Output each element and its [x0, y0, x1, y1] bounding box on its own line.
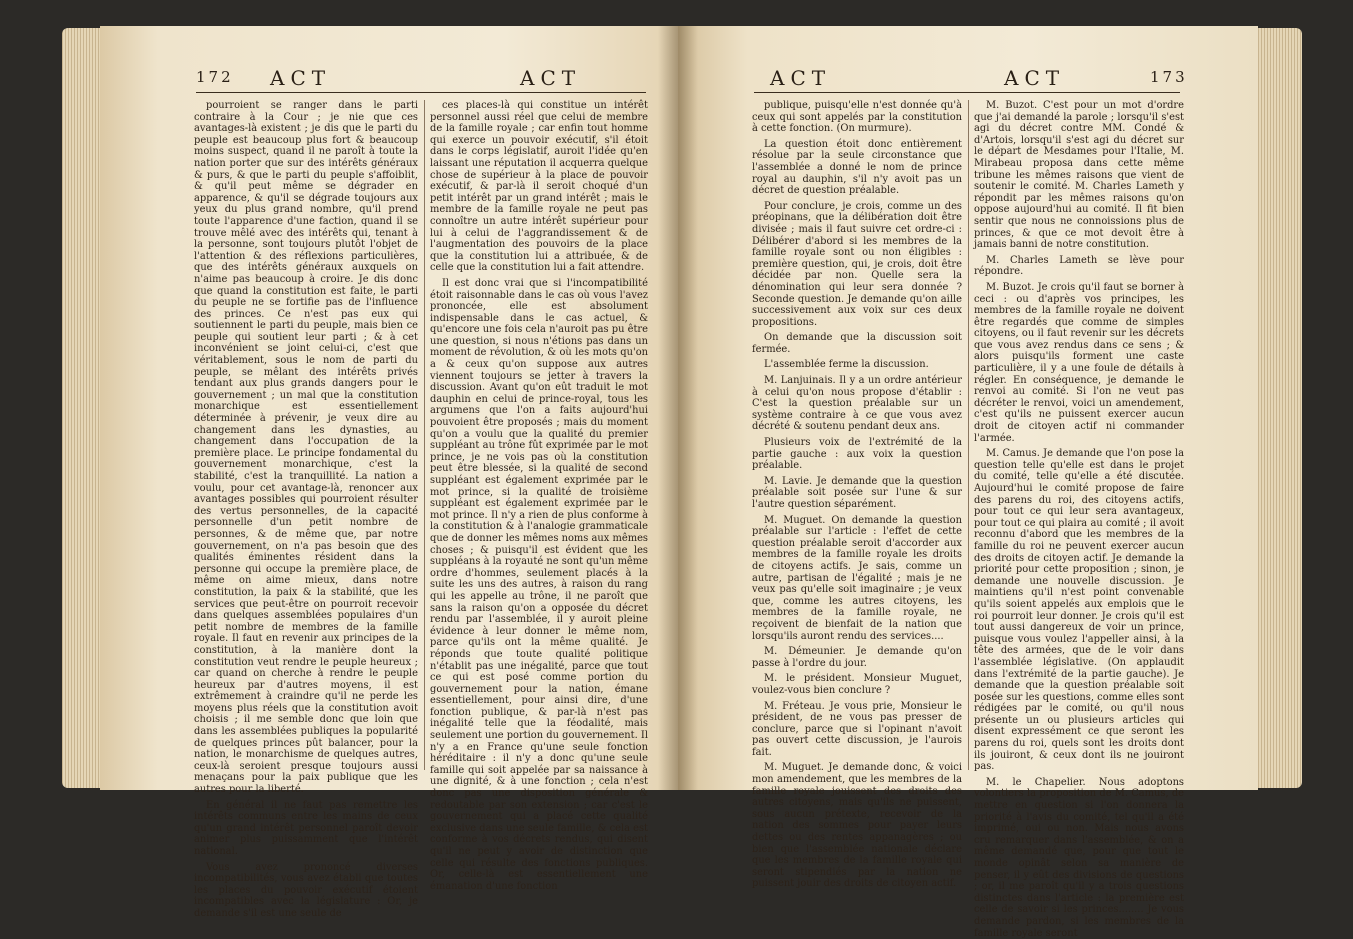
column-divider [424, 100, 425, 770]
paragraph: publique, puisqu'elle n'est donnée qu'à ceux qui sont appelés par la constitution à cette fonction. (On murmure). [752, 100, 962, 135]
paragraph: Pour conclure, je crois, comme un des préopinans, que la délibération doit être divisée ; mais il faut suivre cet ordre-ci : Délibérer d'abord si les membres de la famille royale sont ou non éligibles : première question, qui, je crois, doit être décidée par non. Quelle sera la dénomination qui leur sera donnée ? Seconde question. Je demande qu'on aille successivement aux voix sur ces deux propositions. [752, 200, 962, 328]
paragraph: M. Muguet. Je demande donc, & voici mon amendement, que les membres de la famille royale jouissent des droits des autres citoyens, mais qu'ils ne puissent, sous aucun prétexte, recevoir de la nation des sommes pour payer leurs dettes ou des rentes appanagères ; ou bien que l'assemblée nationale déclare que les membres de la famille royale qui seront stipendiés par la nation ne puissent jouir des droits de citoyen actif. [752, 762, 962, 890]
paragraph: M. Lanjuinais. Il y a un ordre antérieur à celui qu'on nous propose d'établir : C'est la question préalable sur un système contraire à ce que vous avez décrété & soutenu pendant deux ans. [752, 375, 962, 433]
text-column-left [752, 100, 962, 890]
column-divider [968, 100, 969, 770]
paragraph: M. Muguet. On demande la question préalable sur l'article : l'effet de cette question préalable seroit d'accorder aux membres de la famille royale les droits de citoyens actifs. Je sais, comme un autre, partisan de l'égalité ; mais je ne veux pas qu'elle soit imaginaire ; je veux que, comme les autres citoyens, les membres de la famille royale, ne reçoivent de bienfait de la nation que lorsqu'ils auront rendu des services.... [752, 514, 962, 642]
paragraph: M. Démeunier. Je demande qu'on passe à l'ordre du jour. [752, 646, 962, 669]
page-number: 172 [196, 68, 234, 86]
paragraph: M. le Chapelier. Nous adoptons volontiers la proposition de M. Camus, de mettre en question si l'on donnera la priorité à l'avis du comité, tel qu'il a été imprimé, oui ou non. Mais nous avons cru remarquer dans l'assemblée, & on a même demandé que, pour que tout le monde opinât selon sa manière de penser, il y eût des divisions de questions ; or, il me paroît qu'il y a trois questions distinctes dans l'article : la première est celle de savoir si les princes........ Je vous demande pardon, si les membres de la famille royale seront [974, 776, 1184, 939]
left-page-header [100, 68, 678, 90]
paragraph: La question étoit donc entièrement résolue par la seule circonstance que l'assemblée a donné le nom de prince royal au dauphin, s'il n'y avoit pas un décret de question préalable. [752, 138, 962, 197]
paragraph: M. Buzot. C'est pour un mot d'ordre que j'ai demandé la parole ; lorsqu'il s'est agi du décret contre MM. Condé & d'Artois, lorsqu'il s'est agi du décret sur le départ de Mesdames pour l'Italie, M. Mirabeau proposa dans cette même tribune les mêmes raisons que vient de soutenir le comité. M. Charles Lameth y répondit par les mêmes raisons qu'on oppose aujourd'hui au comité. Il fit bien sentir que nous ne connoissions plus de princes, & que ce mot devoit être à jamais banni de notre constitution. [974, 100, 1184, 251]
paragraph: Vous avez prononcé diverses incompatibilités, vous avez établi que toutes les places du pouvoir exécutif étoient incompatibles avec la législature : Or, je demande s'il est une seule de [194, 861, 418, 919]
page-edges-right [1256, 28, 1302, 788]
header-rule [196, 92, 646, 93]
open-book [62, 16, 1302, 939]
running-head: ACT [1004, 66, 1066, 90]
book-gutter [658, 26, 698, 790]
right-page [678, 26, 1258, 939]
paragraph: M. Charles Lameth se lève pour répondre. [974, 254, 1184, 278]
paragraph: ces places-là qui constitue un intérêt personnel aussi réel que celui de membre de la famille royale ; car enfin tout homme qui exerce un pouvoir exécutif, s'il étoit dans le corps législatif, auroit l'idée qu'en laissant une réputation il acquerra quelque chose de supérieur à la place de pouvoir exécutif, & par-là il seroit choqué d'un petit intérêt par un grand intérêt ; mais le membre de la famille royale ne peut pas connoître un autre intérêt supérieur pour lui à celui de l'aggrandissement & de l'augmentation des pouvoirs de la place que la constitution lui a attribuée, & de celle que la constitution lui a fait attendre. [430, 100, 648, 274]
text-column-right [974, 100, 1184, 939]
right-page-header [678, 68, 1258, 90]
paragraph: On demande que la discussion soit fermée. [752, 332, 962, 355]
paragraph: pourroient se ranger dans le parti contraire à la Cour ; je nie que ces avantages-là existent ; je dis que le parti du peuple est beaucoup plus fort & beaucoup moins suspect, quand il ne paroît à toute la nation porter que sur des intérêts généraux & purs, & que le parti du peuple s'affoiblit, & qu'il peut même se dégrader en apparence, & qu'il se dégrade toujours aux yeux du plus grand nombre, qu'il prend toute l'apparence d'une faction, quand il se trouve mêlé avec des intérêts qui, tenant à la personne, sont toujours plutôt l'objet de l'attention & des réflexions particulières, que des intérêts généraux auxquels on n'aime pas beaucoup à croire. Je dis donc que quand la constitution est faite, le parti du peuple ne se fortifie pas de l'influence des princes. Ce n'est pas eux qui soutiennent le parti du peuple, mais bien ce peuple qui soutient leur parti ; & à cet inconvénient se joint celui-ci, c'est que véritablement, sous le nom de parti du peuple, se mêlant des intérêts privés tendant aux plus grands dangers pour le gouvernement ; un mal que la constitution monarchique est essentiellement déterminée à prévenir, je veux dire au changement dans les dynasties, au changement dans l'occupation de la première place. Le principe fondamental du gouvernement monarchique, c'est la stabilité, c'est la tranquillité. La nation a voulu, pour cet avantage-là, renoncer aux avantages possibles qui pourroient résulter des vertus personnelles, de la capacité personnelle d'un petit nombre de personnes, & de même que, par notre gouvernement, on n'a pas besoin que des qualités éminentes résident dans la personne qui occupe la première place, de même on aime mieux, dans notre constitution, la paix & la stabilité, que les services que peut-être on pourroit recevoir dans quelques assemblées populaires d'un petit nombre de membres de la famille royale. Il faut en revenir aux principes de la constitution, à la manière dont la constitution veut rendre le peuple heureux ; car quand on cherche à rendre le peuple heureux par d'autres moyens, il est extrêmement à craindre qu'il ne perde les moyens plus réels que la constitution avoit choisis ; il me semble donc que loin que dans les assemblées publiques la popularité de quelques princes pût balancer, pour la nation, le monarchisme de quelques autres, ceux-là seroient presque toujours aussi menaçans pour la paix publique que les autres pour la liberté. [194, 100, 418, 796]
paragraph: M. Camus. Je demande que l'on pose la question telle qu'elle est dans le projet du comité, telle qu'elle a été discutée. Aujourd'hui le comité propose de faire des parens du roi, des citoyens actifs, pour tout ce qui leur sera avantageux, pour tout ce qui plaira au comité ; il avoit reconnu d'abord que les membres de la famille du roi ne peuvent exercer aucun des droits de citoyen actif. Je demande la priorité pour cette proposition ; sinon, je demande une nouvelle discussion. Je maintiens qu'il n'est point convenable qu'ils soient appelés aux emplois que le roi pourroit leur donner. Je crois qu'il est tout aussi dangereux de voir un prince, puisque vous voulez l'appeller ainsi, à la tête des armées, que de le voir dans l'assemblée législative. (On applaudit dans l'extrémité de la partie gauche). Je demande que la question préalable soit posée sur les questions, comme elles sont rédigées par le comité, ou qu'il nous présente un ou plusieurs articles qui disent expressément ce que seront les parens du roi, quels sont les droits dont ils jouiront, & ceux dont ils ne jouiront pas. [974, 448, 1184, 773]
paragraph: L'assemblée ferme la discussion. [764, 359, 929, 371]
left-page [100, 26, 678, 919]
page-edges-left [62, 28, 102, 788]
header-rule [754, 92, 1180, 93]
paragraph: M. Fréteau. Je vous prie, Monsieur le président, de ne vous pas presser de conclure, parce que si l'opinant n'avoit pas ouvert cette discussion, je l'aurois fait. [752, 700, 962, 758]
paragraph: M. Buzot. Je crois qu'il faut se borner à ceci : ou d'après vos principes, les membres de la famille royale ne doivent être regardés que comme de simples citoyens, ou il faut revenir sur les décrets que vous avez rendus dans ce sens ; & alors puisqu'ils forment une caste particulière, il y a une foule de détails à régler. En conséquence, je demande le renvoi au comité. Si l'on ne veut pas décréter le renvoi, voici un amendement, c'est qu'ils ne puissent exercer aucun droit de citoyen actif ni commander l'armée. [974, 281, 1184, 444]
paragraph: Plusieurs voix de l'extrémité de la partie gauche : aux voix la question préalable. [752, 437, 962, 472]
paragraph: M. Lavie. Je demande que la question préalable soit posée sur l'une & sur l'autre question séparément. [752, 475, 962, 510]
paragraph: En général il ne faut pas remettre les intérêts communs entre les mains de ceux qu'un grand intérêt personnel paroît devoir animer plus puissamment que l'intérêt national. [194, 799, 418, 857]
paragraph: Il est donc vrai que si l'incompatibilité étoit raisonnable dans le cas où vous l'avez prononcée, elle est absolument indispensable dans le cas actuel, & qu'encore une fois cela n'auroit pas pu être une question, si nous n'étions pas dans un moment de révolution, & où les mots qu'on a & ceux qu'on suppose aux autres viennent toujours se jetter à travers la discussion. Avant qu'on eût traduit le mot dauphin en celui de prince-royal, tous les argumens que l'on a faits aujourd'hui pouvoient être proposés ; mais du moment qu'on a voulu que la qualité du premier suppléant au trône fût exprimée par le mot prince, je ne vois pas où la constitution peut être blessée, si la qualité de second suppléant est également exprimée par le mot prince, si la qualité de troisième suppléant est également exprimée par le mot prince. Il n'y a rien de plus conforme à la constitution & à l'analogie grammaticale que de donner les mêmes noms aux mêmes choses ; & puisqu'il est évident que les suppléans à la royauté ne sont qu'un même ordre d'hommes, seulement placés à la suite les uns des autres, à raison du rang qui les appelle au trône, il ne paroît que sans la raison qu'on a opposée du décret rendu par l'assemblée, il y auroit pleine évidence à leur donner le même nom, parce qu'ils ont la même qualité. Je réponds que toute qualité politique n'établit pas une inégalité, parce que tout ce qui est posé comme portion du gouvernement pour la nation, émane essentiellement, pour ainsi dire, d'une fonction publique, & par-là n'est pas inégalité telle que la féodalité, mais seulement une portion du gouvernement. Il n'y a en France qu'une seule fonction héréditaire : il n'y a donc qu'une seule famille qui soit appelée par sa naissance à une dignité, & à une fonction ; cela n'est donc pas une disposition générale & redoutable par son extension ; car c'est le gouvernement qui a placé cette qualité exclusive dans une seule famille, & cela est conforme à vos décrets rendus, qui disent qu'il ne peut y avoir de distinction que celle qui résulte des fonctions publiques. Or, celle-là est essentiellement une émanation d'une fonction [430, 277, 649, 892]
paragraph: M. le président. Monsieur Muguet, voulez-vous bien conclure ? [752, 673, 962, 696]
running-head: ACT [270, 66, 332, 90]
page-number: 173 [1150, 68, 1188, 86]
text-column-left [194, 100, 418, 919]
text-column-right [430, 100, 649, 892]
running-head: ACT [520, 66, 582, 90]
running-head: ACT [770, 66, 832, 90]
